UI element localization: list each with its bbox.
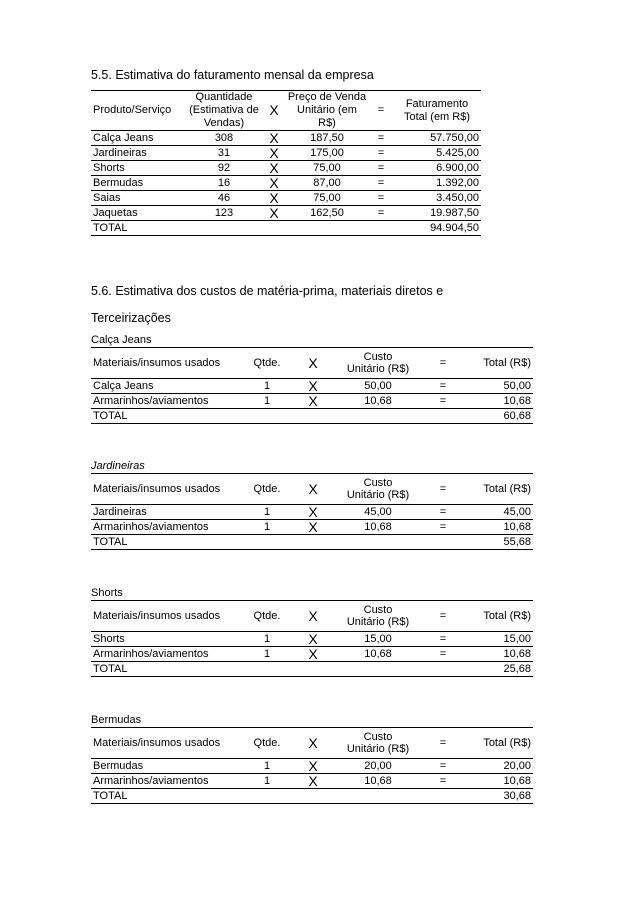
table-row xyxy=(91,176,481,191)
header-quantidade xyxy=(185,91,263,131)
header-custo-line1: Custo xyxy=(363,604,393,616)
cell-x: X xyxy=(293,647,333,662)
section-5-6-title-line1: 5.6. Estimativa dos custos de matéria-prima, materiais diretos e xyxy=(91,284,444,298)
table-row xyxy=(91,759,533,774)
cell-item: Armarinhos/aviamentos xyxy=(91,520,241,535)
table-row xyxy=(91,520,533,535)
cell-x: X xyxy=(293,759,333,774)
header-x: X xyxy=(293,474,333,505)
header-produto: Produto/Serviço xyxy=(91,91,185,131)
cell-custo: 10,68 xyxy=(333,647,423,662)
cell-custo: 45,00 xyxy=(333,505,423,520)
table-row xyxy=(91,206,481,221)
cell-total: 19.987,50 xyxy=(393,206,481,221)
table-row xyxy=(91,774,533,789)
cell-preco: 75,00 xyxy=(285,161,369,176)
total-label: TOTAL xyxy=(91,409,241,424)
cell-preco: 175,00 xyxy=(285,146,369,161)
header-eq: = xyxy=(423,728,463,759)
group-label-jardineiras: Jardineiras xyxy=(91,460,145,472)
header-preco xyxy=(285,91,369,131)
total-value: 60,68 xyxy=(463,409,533,424)
cell-x: X xyxy=(263,191,285,206)
cell-total: 10,68 xyxy=(463,647,533,662)
header-preco-line2: Unitário (em xyxy=(297,104,357,116)
header-custo-line1: Custo xyxy=(363,731,393,743)
header-x: X xyxy=(293,601,333,632)
table-row xyxy=(91,505,533,520)
cell-qtd: 123 xyxy=(185,206,263,221)
table-row xyxy=(91,379,533,394)
revenue-table xyxy=(91,90,481,236)
cell-x: X xyxy=(293,632,333,647)
total-label: TOTAL xyxy=(91,221,185,236)
materials-table-header xyxy=(91,348,533,379)
header-x: X xyxy=(263,91,285,131)
cell-x: X xyxy=(263,146,285,161)
section-5-6-title-line2: Terceirizações xyxy=(91,311,171,325)
cell-x: X xyxy=(293,774,333,789)
cell-eq: = xyxy=(423,632,463,647)
header-total: Total (R$) xyxy=(463,601,533,632)
cell-qtd: 46 xyxy=(185,191,263,206)
total-value: 30,68 xyxy=(463,789,533,804)
table-total-row xyxy=(91,535,533,550)
cell-item: Jardineiras xyxy=(91,505,241,520)
cell-eq: = xyxy=(423,774,463,789)
cell-qtd: 16 xyxy=(185,176,263,191)
total-label: TOTAL xyxy=(91,789,241,804)
cell-eq: = xyxy=(423,505,463,520)
header-total: Total (R$) xyxy=(463,348,533,379)
cell-eq: = xyxy=(423,647,463,662)
cell-x: X xyxy=(263,161,285,176)
header-qtde: Qtde. xyxy=(241,728,293,759)
cell-x: X xyxy=(263,206,285,221)
cell-eq: = xyxy=(369,206,393,221)
header-materiais: Materiais/insumos usados xyxy=(91,474,241,505)
header-qtd-line2: (Estimativa de xyxy=(189,104,259,116)
header-x: X xyxy=(293,728,333,759)
cell-qtd: 92 xyxy=(185,161,263,176)
cell-total: 6.900,00 xyxy=(393,161,481,176)
cell-custo: 10,68 xyxy=(333,774,423,789)
header-custo xyxy=(333,601,423,632)
header-custo xyxy=(333,474,423,505)
header-fat-line1: Faturamento xyxy=(405,97,469,110)
cell-x: X xyxy=(293,505,333,520)
cell-produto: Jardineiras xyxy=(91,146,185,161)
header-qtde: Qtde. xyxy=(241,474,293,505)
cell-produto: Bermudas xyxy=(91,176,185,191)
cell-item: Bermudas xyxy=(91,759,241,774)
cell-total: 3.450,00 xyxy=(393,191,481,206)
cell-total: 10,68 xyxy=(463,394,533,409)
materials-table-header xyxy=(91,601,533,632)
header-qtd-line1: Quantidade xyxy=(195,91,253,103)
materials-table-jardineiras xyxy=(91,473,533,550)
total-value: 55,68 xyxy=(463,535,533,550)
header-qtd-line3: Vendas) xyxy=(203,117,245,129)
table-row xyxy=(91,191,481,206)
cell-total: 15,00 xyxy=(463,632,533,647)
cell-x: X xyxy=(293,394,333,409)
section-5-5-title: 5.5. Estimativa do faturamento mensal da empresa xyxy=(91,68,374,82)
cell-x: X xyxy=(293,520,333,535)
header-custo xyxy=(333,348,423,379)
table-row xyxy=(91,647,533,662)
cell-eq: = xyxy=(369,191,393,206)
cell-qtde: 1 xyxy=(241,632,293,647)
cell-preco: 87,00 xyxy=(285,176,369,191)
group-label-bermudas: Bermudas xyxy=(91,714,142,726)
table-row xyxy=(91,632,533,647)
cell-eq: = xyxy=(369,146,393,161)
total-label: TOTAL xyxy=(91,535,241,550)
cell-eq: = xyxy=(423,394,463,409)
cell-total: 20,00 xyxy=(463,759,533,774)
cell-produto: Saias xyxy=(91,191,185,206)
cell-preco: 75,00 xyxy=(285,191,369,206)
cell-qtde: 1 xyxy=(241,394,293,409)
header-preco-line1: Preço de Venda xyxy=(287,91,367,103)
total-label: TOTAL xyxy=(91,662,241,677)
cell-custo: 20,00 xyxy=(333,759,423,774)
header-custo-line1: Custo xyxy=(363,477,393,489)
cell-x: X xyxy=(263,131,285,146)
cell-item: Armarinhos/aviamentos xyxy=(91,647,241,662)
cell-preco: 162,50 xyxy=(285,206,369,221)
cell-total: 45,00 xyxy=(463,505,533,520)
cell-item: Armarinhos/aviamentos xyxy=(91,394,241,409)
cell-preco: 187,50 xyxy=(285,131,369,146)
total-value: 25,68 xyxy=(463,662,533,677)
header-qtde: Qtde. xyxy=(241,348,293,379)
revenue-table-header xyxy=(91,91,481,131)
header-custo-line1: Custo xyxy=(363,351,393,363)
cell-item: Armarinhos/aviamentos xyxy=(91,774,241,789)
materials-table-bermudas xyxy=(91,727,533,804)
cell-item: Calça Jeans xyxy=(91,379,241,394)
group-label-shorts: Shorts xyxy=(91,587,123,599)
header-eq: = xyxy=(423,601,463,632)
header-eq: = xyxy=(369,91,393,131)
cell-qtd: 308 xyxy=(185,131,263,146)
cell-eq: = xyxy=(423,520,463,535)
cell-produto: Calça Jeans xyxy=(91,131,185,146)
cell-qtde: 1 xyxy=(241,520,293,535)
table-row xyxy=(91,146,481,161)
cell-qtde: 1 xyxy=(241,379,293,394)
header-fat-line2: Total (em R$) xyxy=(403,110,471,123)
cell-qtde: 1 xyxy=(241,759,293,774)
materials-table-calca-jeans xyxy=(91,347,533,424)
cell-qtde: 1 xyxy=(241,505,293,520)
header-eq: = xyxy=(423,474,463,505)
cell-qtde: 1 xyxy=(241,647,293,662)
cell-custo: 10,68 xyxy=(333,520,423,535)
group-label-calca-jeans: Calça Jeans xyxy=(91,334,152,346)
cell-eq: = xyxy=(369,161,393,176)
table-total-row xyxy=(91,789,533,804)
header-materiais: Materiais/insumos usados xyxy=(91,728,241,759)
materials-table-header xyxy=(91,474,533,505)
cell-custo: 10,68 xyxy=(333,394,423,409)
cell-qtde: 1 xyxy=(241,774,293,789)
header-materiais: Materiais/insumos usados xyxy=(91,348,241,379)
header-eq: = xyxy=(423,348,463,379)
cell-total: 10,68 xyxy=(463,520,533,535)
cell-eq: = xyxy=(423,759,463,774)
table-total-row xyxy=(91,409,533,424)
materials-table-header xyxy=(91,728,533,759)
cell-produto: Shorts xyxy=(91,161,185,176)
header-custo xyxy=(333,728,423,759)
cell-total: 5.425,00 xyxy=(393,146,481,161)
cell-custo: 50,00 xyxy=(333,379,423,394)
header-preco-line3: R$) xyxy=(318,117,336,129)
cell-custo: 15,00 xyxy=(333,632,423,647)
cell-eq: = xyxy=(369,176,393,191)
cell-qtd: 31 xyxy=(185,146,263,161)
cell-eq: = xyxy=(423,379,463,394)
table-row xyxy=(91,161,481,176)
header-faturamento xyxy=(393,91,481,131)
header-materiais: Materiais/insumos usados xyxy=(91,601,241,632)
table-total-row xyxy=(91,662,533,677)
header-total: Total (R$) xyxy=(463,474,533,505)
cell-total: 10,68 xyxy=(463,774,533,789)
cell-total: 57.750,00 xyxy=(393,131,481,146)
cell-produto: Jaquetas xyxy=(91,206,185,221)
cell-total: 50,00 xyxy=(463,379,533,394)
header-x: X xyxy=(293,348,333,379)
total-value: 94.904,50 xyxy=(393,221,481,236)
header-custo-line2: Unitário (R$) xyxy=(346,616,410,628)
header-total: Total (R$) xyxy=(463,728,533,759)
header-custo-line2: Unitário (R$) xyxy=(346,363,410,375)
table-row xyxy=(91,394,533,409)
header-qtde: Qtde. xyxy=(241,601,293,632)
table-row xyxy=(91,131,481,146)
header-custo-line2: Unitário (R$) xyxy=(346,743,410,755)
header-custo-line2: Unitário (R$) xyxy=(346,489,410,501)
cell-item: Shorts xyxy=(91,632,241,647)
cell-x: X xyxy=(263,176,285,191)
cell-eq: = xyxy=(369,131,393,146)
materials-table-shorts xyxy=(91,600,533,677)
cell-x: X xyxy=(293,379,333,394)
cell-total: 1.392,00 xyxy=(393,176,481,191)
table-total-row xyxy=(91,221,481,236)
